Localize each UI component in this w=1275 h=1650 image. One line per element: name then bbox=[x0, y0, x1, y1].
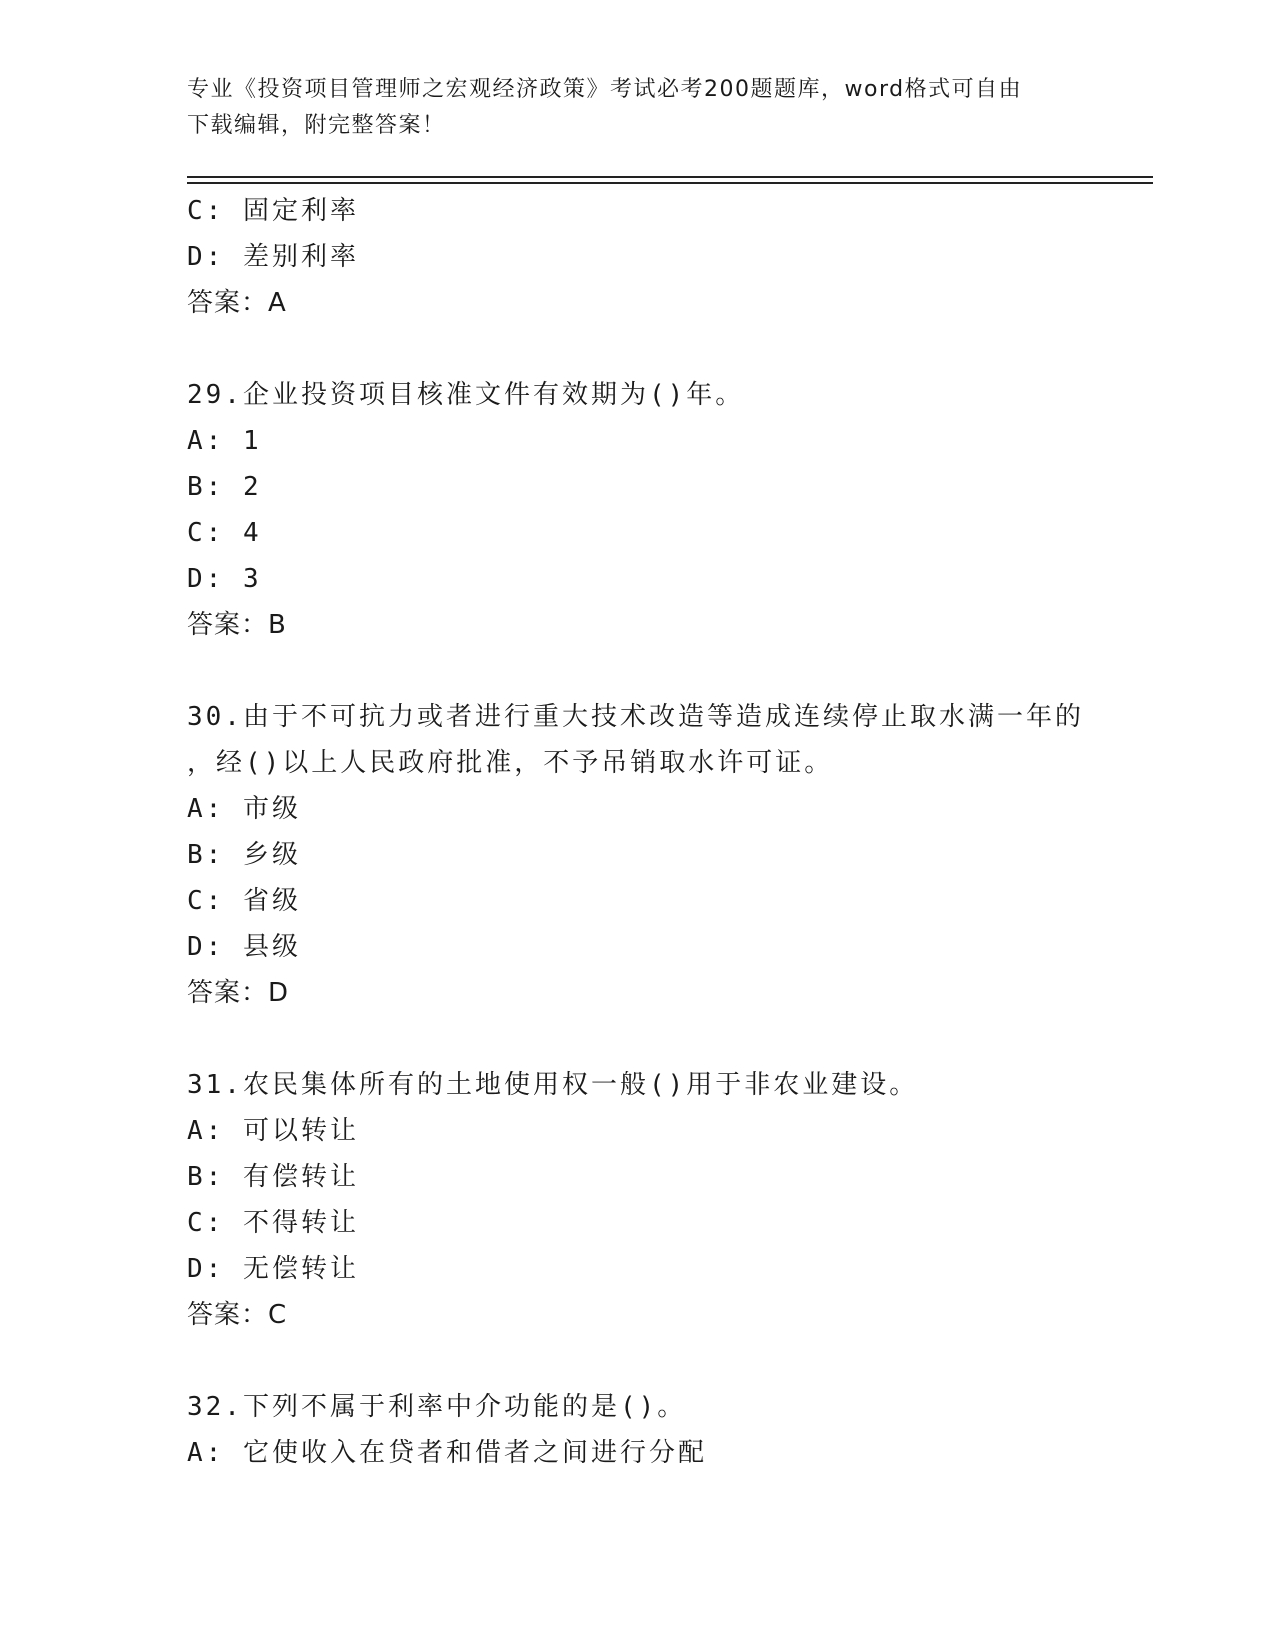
header-divider-top bbox=[187, 176, 1153, 178]
header-line-1: 专业《投资项目管理师之宏观经济政策》考试必考200题题库，word格式可自由 bbox=[187, 77, 1023, 102]
answer-line: 答案：D bbox=[187, 978, 290, 1008]
option-b: B: 2 bbox=[187, 472, 262, 502]
option-d: D: 3 bbox=[187, 564, 262, 594]
spacer bbox=[187, 326, 1087, 372]
question-block-32 bbox=[187, 1384, 1087, 1476]
option-c: C: 不得转让 bbox=[187, 1208, 359, 1238]
answer-line: 答案：B bbox=[187, 610, 287, 640]
question-text-line-2: ，经()以上人民政府批准，不予吊销取水许可证。 bbox=[187, 748, 834, 778]
question-block-28 bbox=[187, 188, 1087, 326]
option-a: A: 可以转让 bbox=[187, 1116, 359, 1146]
option-c: C: 4 bbox=[187, 518, 262, 548]
spacer bbox=[187, 648, 1087, 694]
header-divider-bottom bbox=[187, 182, 1153, 184]
question-list bbox=[187, 188, 1087, 1476]
option-b: B: 有偿转让 bbox=[187, 1162, 359, 1192]
option-a: A: 它使收入在贷者和借者之间进行分配 bbox=[187, 1438, 707, 1468]
answer-line: 答案：A bbox=[187, 288, 287, 318]
answer-line: 答案：C bbox=[187, 1300, 288, 1330]
question-block-31 bbox=[187, 1062, 1087, 1338]
spacer bbox=[187, 1338, 1087, 1384]
question-text-line-1: 30.由于不可抗力或者进行重大技术改造等造成连续停止取水满一年的 bbox=[187, 702, 1084, 732]
header-line-2: 下载编辑，附完整答案！ bbox=[187, 113, 446, 138]
question-text: 32.下列不属于利率中介功能的是()。 bbox=[187, 1392, 687, 1422]
option-b: B: 乡级 bbox=[187, 840, 301, 870]
option-d: D: 差别利率 bbox=[187, 242, 359, 272]
spacer bbox=[187, 1016, 1087, 1062]
question-text: 29.企业投资项目核准文件有效期为()年。 bbox=[187, 380, 745, 410]
question-block-29 bbox=[187, 372, 1087, 648]
question-block-30 bbox=[187, 694, 1087, 1016]
question-text: 31.农民集体所有的土地使用权一般()用于非农业建设。 bbox=[187, 1070, 919, 1100]
option-c: C: 固定利率 bbox=[187, 196, 359, 226]
option-a: A: 市级 bbox=[187, 794, 301, 824]
option-d: D: 无偿转让 bbox=[187, 1254, 359, 1284]
option-c: C: 省级 bbox=[187, 886, 301, 916]
option-a: A: 1 bbox=[187, 426, 262, 456]
document-header bbox=[187, 72, 1087, 144]
option-d: D: 县级 bbox=[187, 932, 301, 962]
